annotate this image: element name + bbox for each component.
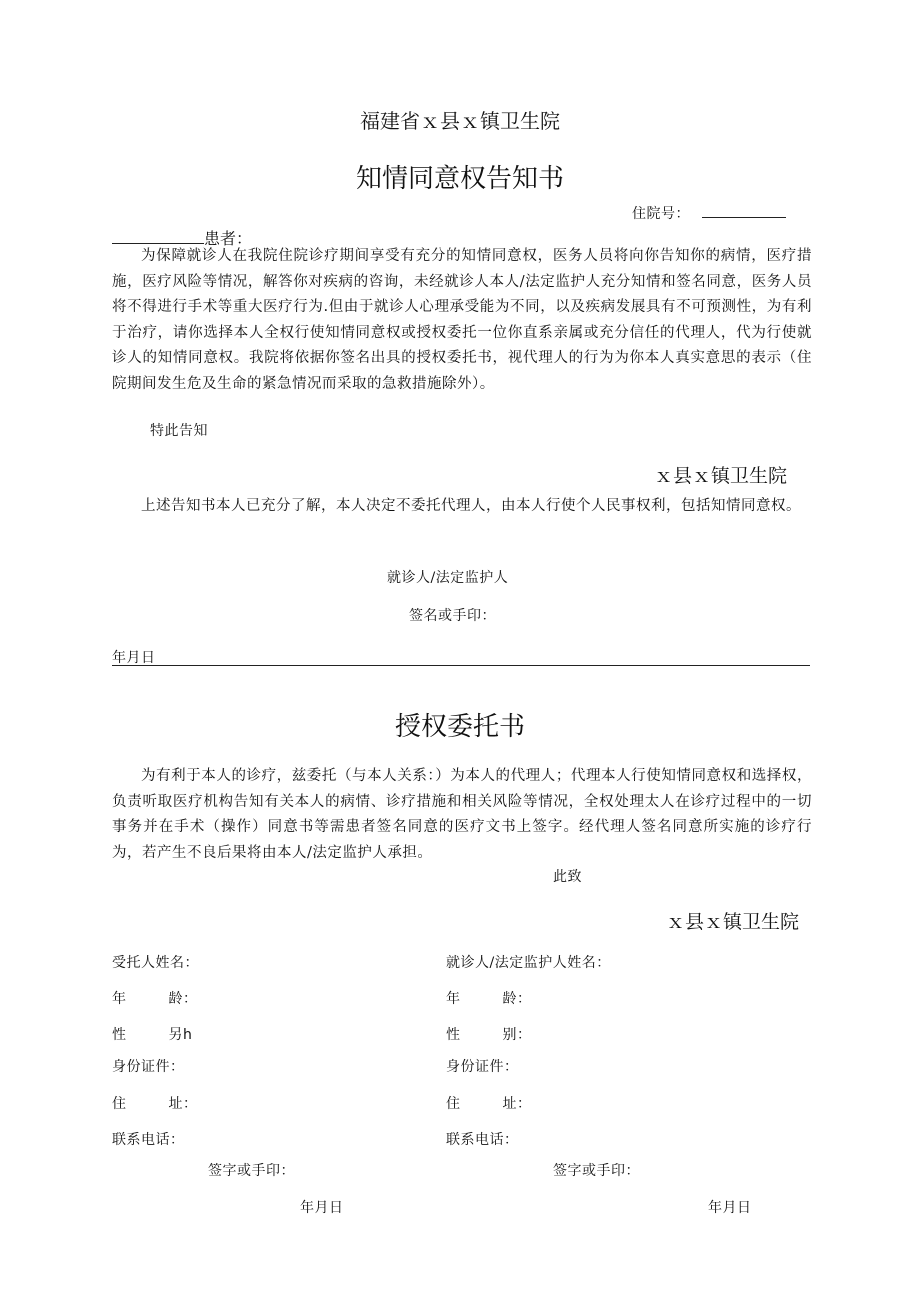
- patient-age-label-2: 龄：: [502, 991, 532, 1007]
- agent-id-field[interactable]: 身份证件：: [112, 1059, 185, 1075]
- patient-name-field[interactable]: 就诊人/法定监护人姓名：: [446, 955, 611, 971]
- authorization-body: 为有利于本人的诊疗，兹委托（与本人关系：）为本人的代理人；代理本人行使知情同意权和选择权，负责听取医疗机构告知有关本人的病情、诊疗措施和相关风险等情况，全权处理太人在诊疗过程中的一切事务并在手术（操作）同意书等需患者签名同意的医疗文书上签字。经代理人签名同意所实施的诊疗行为，若产生不良后果将由本人/法定监护人承担。: [112, 768, 812, 861]
- agent-gender-label-2: 另h: [168, 1027, 193, 1043]
- agent-address-field[interactable]: [112, 1093, 198, 1113]
- agent-age-label-2: 龄：: [168, 991, 198, 1007]
- patient-gender-label-2: 别：: [502, 1027, 532, 1043]
- section-divider: [112, 665, 810, 666]
- agent-signature-field[interactable]: 签字或手印：: [208, 1163, 295, 1179]
- patient-address-label: 住: [446, 1096, 461, 1112]
- declaration-text: 上述告知书本人已充分了解，本人决定不委托代理人，由本人行使个人民事权利，包括知情同意权。: [141, 498, 801, 514]
- patient-age-label: 年: [446, 991, 461, 1007]
- patient-age-field[interactable]: [446, 988, 532, 1008]
- signature-field[interactable]: 签名或手印：: [409, 608, 496, 624]
- regards-text: 此致: [553, 869, 582, 885]
- notice-signature-org: ｘ县ｘ镇卫生院: [654, 465, 788, 487]
- signer-role: 就诊人/法定监护人: [387, 570, 509, 586]
- agent-gender-label: 性: [112, 1027, 127, 1043]
- patient-phone-field[interactable]: 联系电话：: [446, 1132, 519, 1148]
- admission-number-label: 住院号：: [632, 206, 690, 222]
- authorization-title: 授权委托书: [394, 712, 525, 742]
- recipient-org: ｘ县ｘ镇卫生院: [666, 911, 800, 933]
- agent-age-label: 年: [112, 991, 127, 1007]
- notice-date[interactable]: 年月日: [112, 650, 156, 666]
- admission-number-blank[interactable]: [702, 217, 786, 218]
- notice-closing: 特此告知: [150, 423, 208, 439]
- agent-phone-field[interactable]: 联系电话：: [112, 1132, 185, 1148]
- notice-title: 知情同意权告知书: [355, 164, 564, 194]
- patient-label: 患者：: [204, 229, 253, 248]
- agent-address-label-2: 址：: [168, 1096, 198, 1112]
- agent-age-field[interactable]: [112, 988, 198, 1008]
- agent-date[interactable]: 年月日: [300, 1200, 344, 1216]
- agent-gender-field[interactable]: [112, 1024, 192, 1044]
- notice-body: 为保障就诊人在我院住院诊疗期间享受有充分的知情同意权，医务人员将向你告知你的病情，医疗措施，医疗风险等情况，解答你对疾病的咨询，未经就诊人本人/法定监护人充分知情和签名同意，医务人员将不得进行手术等重大医疗行为.但由于就诊人心理承受能为不同，以及疾病发展具有不可预测性，为有利于治疗，请你选择本人全权行使知情同意权或授权委托一位你直系亲属或充分信任的代理人，代为行使就诊人的知情同意权。我院将依据你签名出具的授权委托书，视代理人的行为为你本人真实意思的表示（住院期间发生危及生命的紧急情况而采取的急救措施除外）。: [112, 248, 812, 392]
- patient-address-field[interactable]: [446, 1093, 532, 1113]
- admission-number-field[interactable]: [632, 203, 786, 223]
- patient-gender-label: 性: [446, 1027, 461, 1043]
- patient-id-field[interactable]: 身份证件：: [446, 1059, 519, 1075]
- patient-signature-field[interactable]: 签字或手印：: [553, 1163, 640, 1179]
- patient-gender-field[interactable]: [446, 1024, 532, 1044]
- patient-date[interactable]: 年月日: [708, 1200, 752, 1216]
- patient-address-label-2: 址：: [502, 1096, 532, 1112]
- agent-name-field[interactable]: 受托人姓名：: [112, 955, 199, 971]
- agent-address-label: 住: [112, 1096, 127, 1112]
- hospital-name-header: 福建省ｘ县ｘ镇卫生院: [360, 109, 560, 133]
